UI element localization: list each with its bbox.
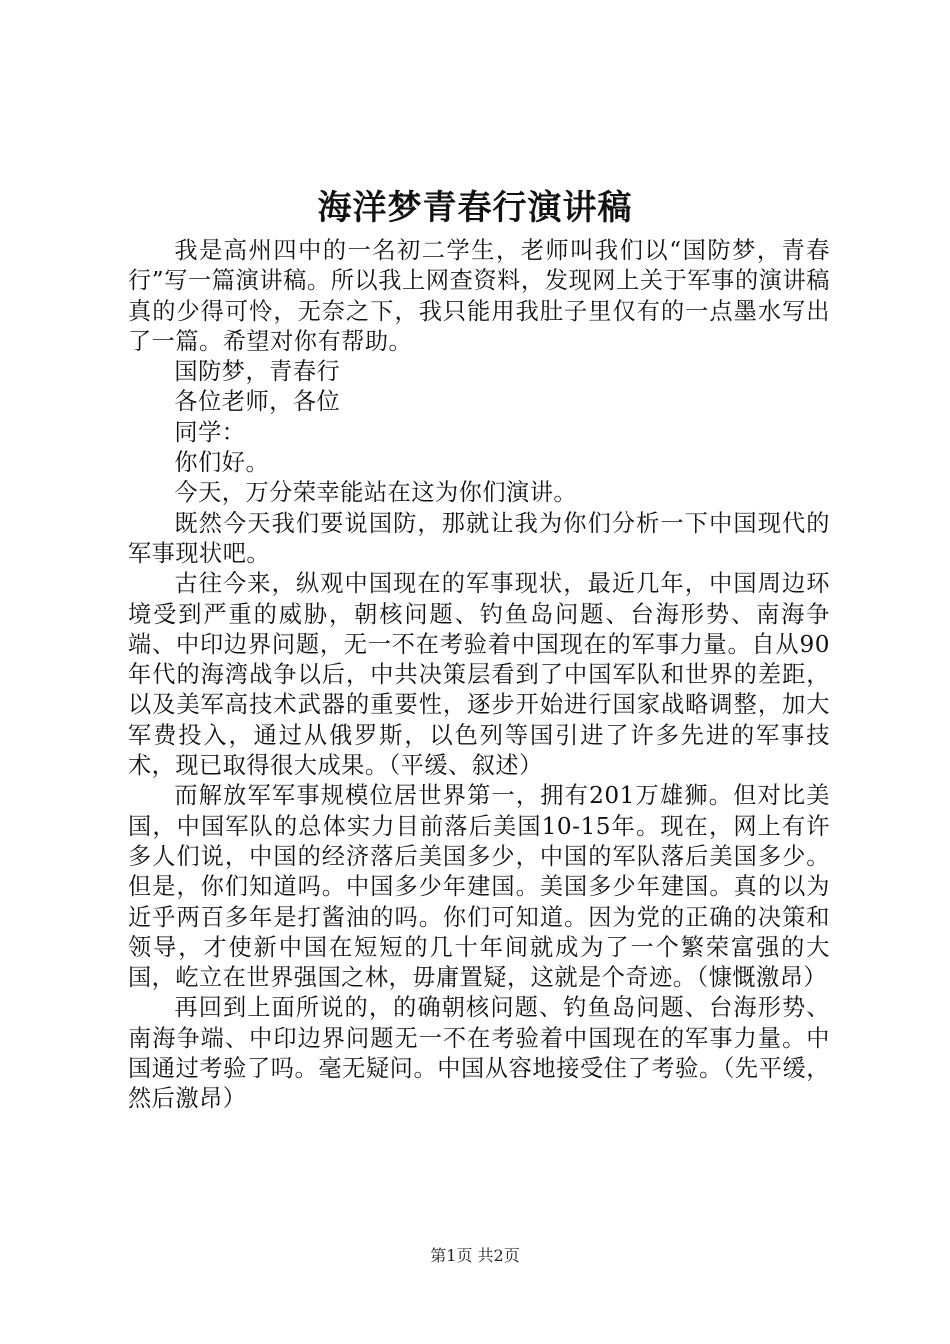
paragraph: 而解放军军事规模位居世界第一，拥有201万雄狮。但对比美国，中国军队的总体实力目前落后美国10-15年。现在，网上有许多人们说，中国的经济落后美国多少，中国的军队落后美国多少。但是，你们知道吗。中国多少年建国。美国多少年建国。真的以为近乎两百多年是打酱油的吗。你们可知道。因为党的正确的决策和领导，才使新中国在短短的几十年间就成为了一个繁荣富强的大国，屹立在世界强国之林，毋庸置疑，这就是个奇迹。（慷慨激昂） [128,782,830,992]
document-body [128,236,830,1115]
paragraph: 既然今天我们要说国防，那就让我为你们分析一下中国现代的军事现状吧。 [128,509,830,567]
paragraph: 国防梦，青春行 [174,358,341,386]
paragraph: 今天，万分荣幸能站在这为你们演讲。 [174,479,578,507]
paragraph: 我是高州四中的一名初二学生，老师叫我们以“国防梦，青春行”写一篇演讲稿。所以我上网查资料，发现网上关于军事的演讲稿真的少得可怜，无奈之下，我只能用我肚子里仅有的一点墨水写出了一篇。希望对你有帮助。 [128,237,830,355]
paragraph: 再回到上面所说的，的确朝核问题、钓鱼岛问题、台海形势、南海争端、中印边界问题无一不在考验着中国现在的军事力量。中国通过考验了吗。毫无疑问。中国从容地接受住了考验。（先平缓，然后激昂） [128,994,830,1113]
page-number-footer: 第1页 共2页 [430,1246,520,1265]
paragraph: 你们好。 [174,449,270,477]
paragraph: 各位老师，各位 [174,388,341,416]
document-title: 海洋梦青春行演讲稿 [317,188,633,228]
paragraph: 同学： [174,418,246,446]
paragraph: 古往今来，纵观中国现在的军事现状，最近几年，中国周边环境受到严重的威胁，朝核问题、钓鱼岛问题、台海形势、南海争端、中印边界问题，无一不在考验着中国现在的军事力量。自从90年代的海湾战争以后，中共决策层看到了中国军队和世界的差距，以及美军高技术武器的重要性，逐步开始进行国家战略调整，加大军费投入，通过从俄罗斯，以色列等国引进了许多先进的军事技术，现已取得很大成果。（平缓、叙述） [128,570,830,780]
